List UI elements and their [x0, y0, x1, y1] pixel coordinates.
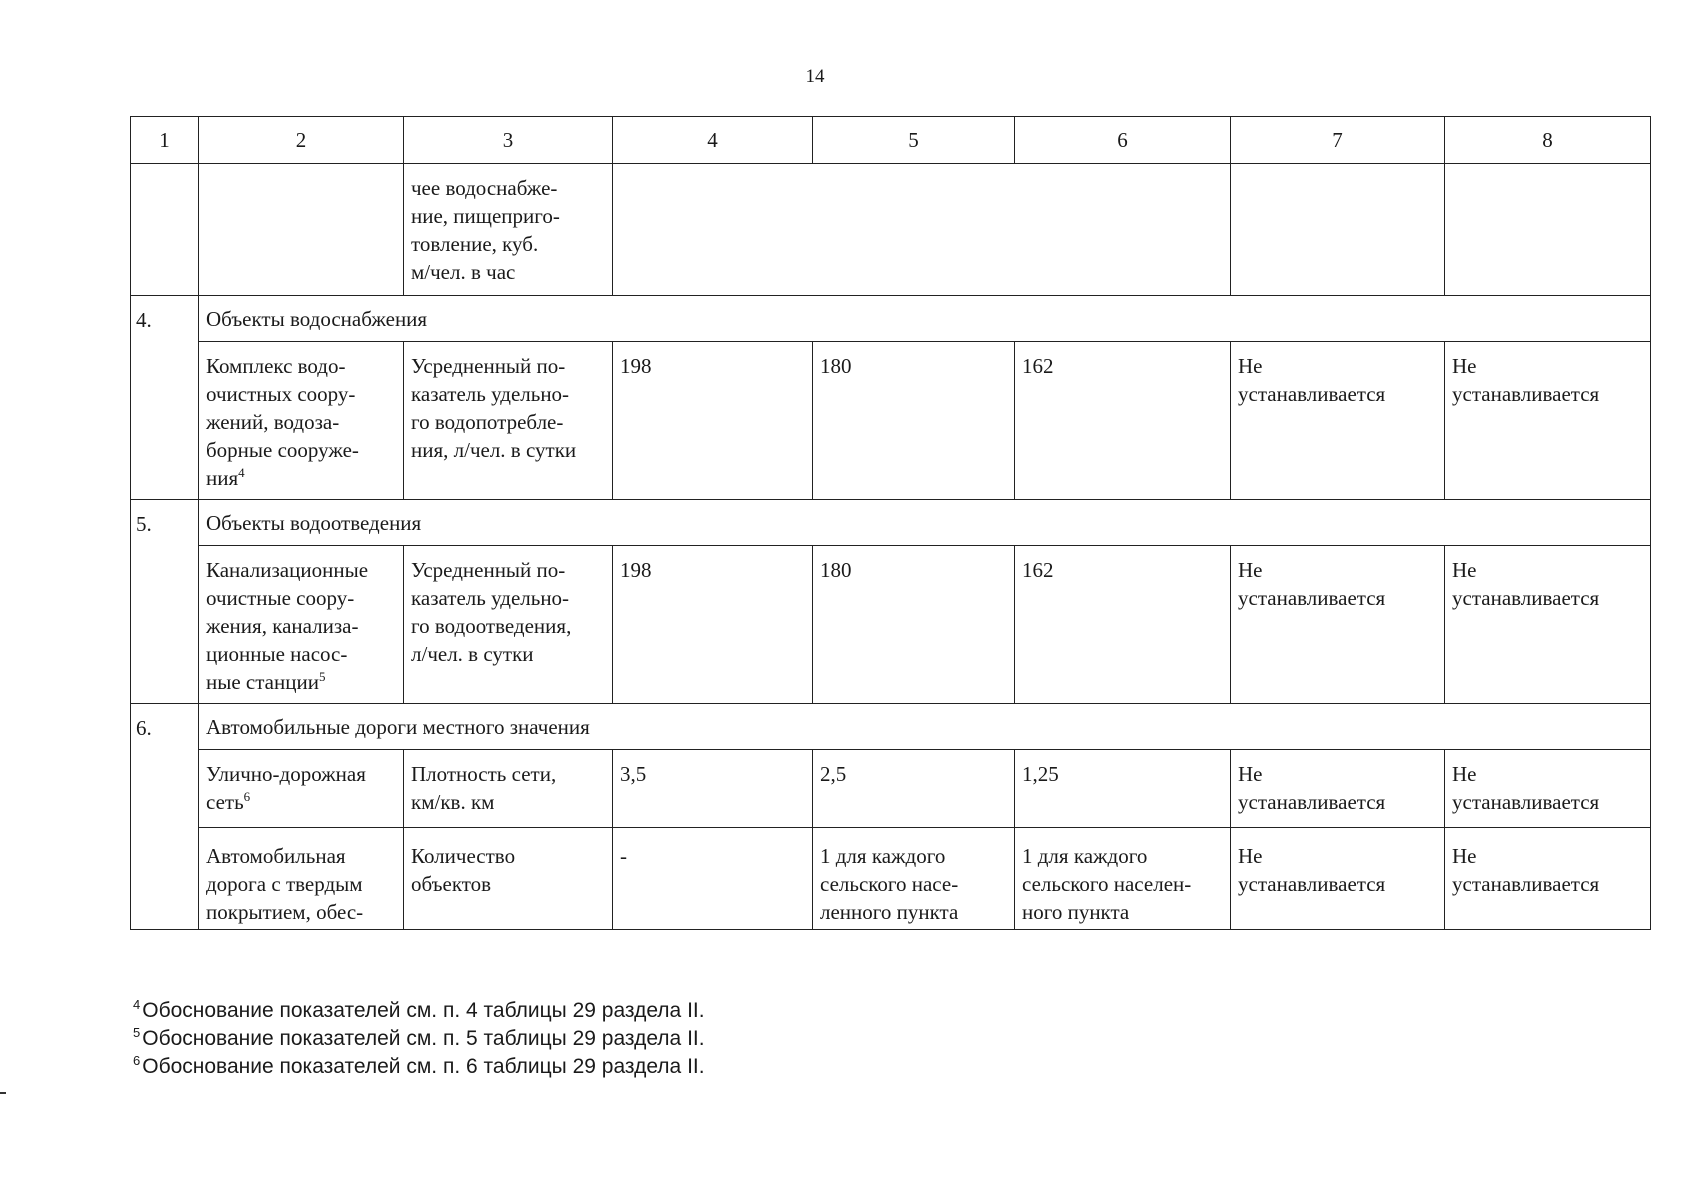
section-title: Объекты водоснабжения: [199, 296, 1651, 342]
value-cell: Не устанавливается: [1445, 342, 1651, 500]
table-row: [131, 546, 1651, 704]
page-number: 14: [805, 66, 825, 87]
value-cell: -: [613, 828, 813, 930]
indicator-cell: чее водоснабже- ние, пищеприго- товление, куб. м/чел. в час: [404, 164, 613, 296]
indicator-cell: Усредненный по- казатель удельно- го водоотведения, л/чел. в сутки: [404, 546, 613, 704]
table-row: [131, 342, 1651, 500]
object-name: Улично-дорожная сеть$^6$: [199, 750, 404, 828]
value-cell: Не устанавливается: [1231, 342, 1445, 500]
table-row: [131, 828, 1651, 930]
value-cell: 1 для каждого сельского населен- ного пункта: [1015, 828, 1231, 930]
value-cell: Не устанавливается: [1231, 828, 1445, 930]
indicator-cell: Количество объектов: [404, 828, 613, 930]
footnote: $^4$Обоснование показателей см. п. 4 таблицы 29 раздела II.: [133, 997, 705, 1022]
section-row: [131, 500, 1651, 546]
value-cell: Не устанавливается: [1445, 750, 1651, 828]
value-cell: 3,5: [613, 750, 813, 828]
margin-mark: [0, 1092, 6, 1094]
footnote: $^6$Обоснование показателей см. п. 6 таблицы 29 раздела II.: [133, 1053, 705, 1078]
value-cell: 198: [613, 342, 813, 500]
indicator-cell: Усредненный по- казатель удельно- го водопотребле- ния, л/чел. в сутки: [404, 342, 613, 500]
section-row: [131, 296, 1651, 342]
footnote: $^5$Обоснование показателей см. п. 5 таблицы 29 раздела II.: [133, 1025, 705, 1050]
header-cell: 4: [613, 117, 813, 164]
object-name: Автомобильная дорога с твердым покрытием, обес-: [199, 828, 404, 930]
value-cell: 180: [813, 342, 1015, 500]
section-number: 6.: [131, 704, 199, 930]
value-cell: 1,25: [1015, 750, 1231, 828]
value-cell: 1 для каждого сельского насе- ленного пункта: [813, 828, 1015, 930]
header-cell: 5: [813, 117, 1015, 164]
section-title: Автомобильные дороги местного значения: [199, 704, 1651, 750]
footnotes: [133, 997, 705, 1081]
object-name: Комплекс водо- очистных соору- жений, водоза- борные сооруже- ния$^4$: [199, 342, 404, 500]
value-cell: 180: [813, 546, 1015, 704]
value-cell: Не устанавливается: [1231, 546, 1445, 704]
section-number: 4.: [131, 296, 199, 500]
value-cell: 198: [613, 546, 813, 704]
header-cell: 6: [1015, 117, 1231, 164]
section-title: Объекты водоотведения: [199, 500, 1651, 546]
continuation-row: [131, 164, 1651, 296]
header-cell: 3: [404, 117, 613, 164]
section-row: [131, 704, 1651, 750]
header-cell: 1: [131, 117, 199, 164]
value-cell: Не устанавливается: [1445, 546, 1651, 704]
indicator-cell: Плотность сети, км/кв. км: [404, 750, 613, 828]
value-cell: 2,5: [813, 750, 1015, 828]
value-cell: Не устанавливается: [1231, 750, 1445, 828]
object-name: Канализационные очистные соору- жения, канализа- ционные насос- ные станции$^5$: [199, 546, 404, 704]
header-cell: 8: [1445, 117, 1651, 164]
header-cell: 2: [199, 117, 404, 164]
value-cell: 162: [1015, 546, 1231, 704]
value-cell: Не устанавливается: [1445, 828, 1651, 930]
value-cell: 162: [1015, 342, 1231, 500]
section-number: 5.: [131, 500, 199, 704]
header-cell: 7: [1231, 117, 1445, 164]
table-header-row: [131, 117, 1651, 164]
indicators-table: [130, 116, 1651, 930]
table-row: [131, 750, 1651, 828]
